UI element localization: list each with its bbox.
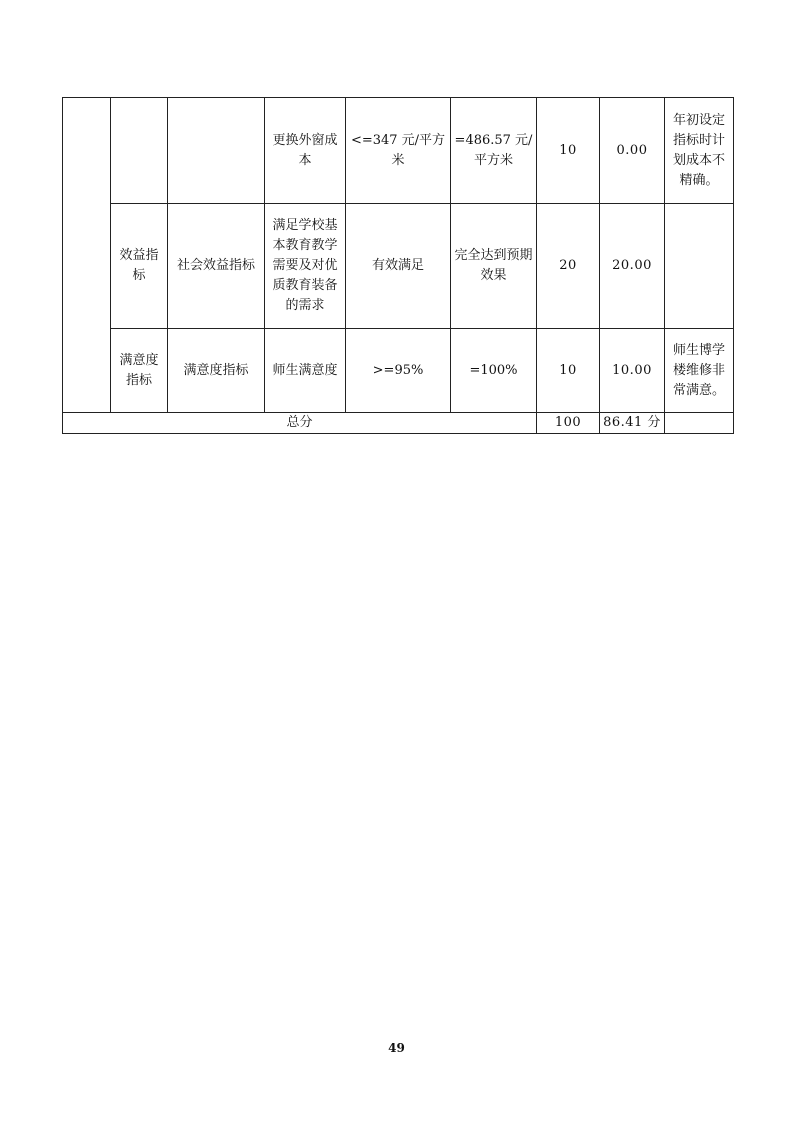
table-row-cost — [63, 98, 734, 204]
category-cell — [111, 98, 168, 204]
actual-cell: =100% — [451, 329, 537, 413]
target-cell: <=347 元/平方米 — [346, 98, 451, 204]
performance-table — [62, 97, 734, 434]
total-weight-cell: 100 — [537, 413, 600, 434]
category-cell: 满意度指标 — [111, 329, 168, 413]
score-cell: 20.00 — [600, 204, 665, 329]
total-label-cell: 总分 — [63, 413, 537, 434]
score-cell: 0.00 — [600, 98, 665, 204]
table-row-benefit — [63, 204, 734, 329]
indicator-cell: 更换外窗成本 — [265, 98, 346, 204]
table-row-total — [63, 413, 734, 434]
note-cell — [665, 204, 734, 329]
subcategory-cell: 社会效益指标 — [168, 204, 265, 329]
target-cell: 有效满足 — [346, 204, 451, 329]
weight-cell: 10 — [537, 98, 600, 204]
weight-cell: 20 — [537, 204, 600, 329]
actual-cell: 完全达到预期效果 — [451, 204, 537, 329]
actual-cell: =486.57 元/平方米 — [451, 98, 537, 204]
indicator-cell: 师生满意度 — [265, 329, 346, 413]
subcategory-cell: 满意度指标 — [168, 329, 265, 413]
page-number: 49 — [388, 1041, 405, 1055]
weight-cell: 10 — [537, 329, 600, 413]
indicator-cell: 满足学校基本教育教学需要及对优质教育装备的需求 — [265, 204, 346, 329]
table-row-satisfaction — [63, 329, 734, 413]
subcategory-cell — [168, 98, 265, 204]
note-cell: 师生博学楼维修非常满意。 — [665, 329, 734, 413]
level1-category-cell — [63, 98, 111, 413]
total-score-cell: 86.41 分 — [600, 413, 665, 434]
score-cell: 10.00 — [600, 329, 665, 413]
target-cell: >=95% — [346, 329, 451, 413]
category-cell: 效益指标 — [111, 204, 168, 329]
note-cell: 年初设定指标时计划成本不精确。 — [665, 98, 734, 204]
total-note-cell — [665, 413, 734, 434]
